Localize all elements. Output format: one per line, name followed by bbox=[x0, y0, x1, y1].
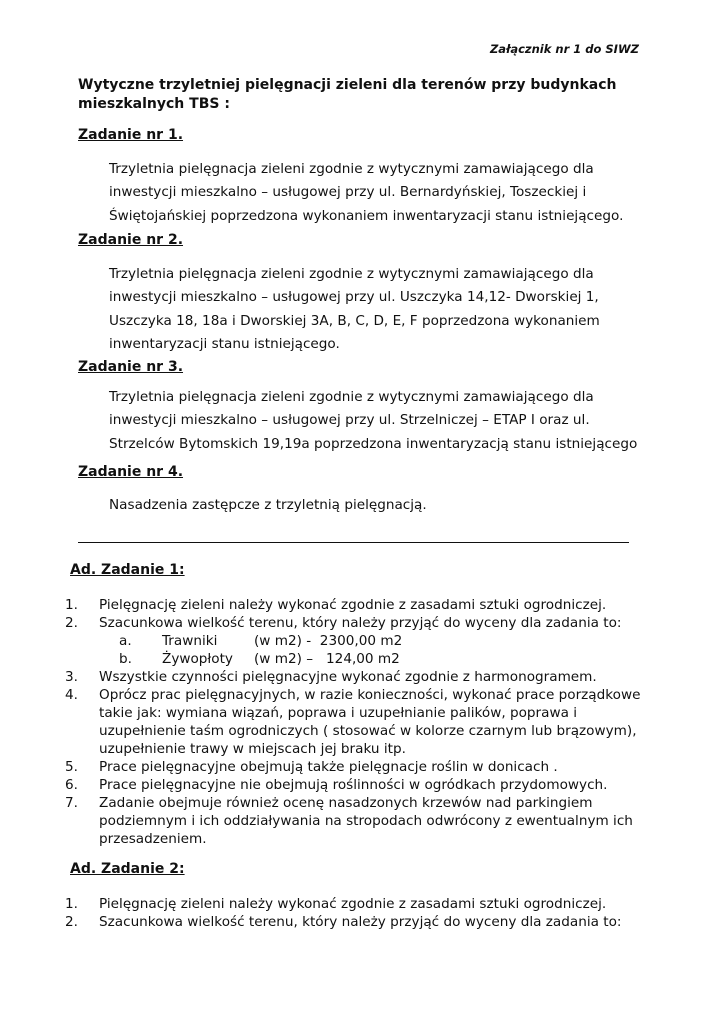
document-title: Wytyczne trzyletniej pielęgnacji zieleni dla terenów przy budynkach mieszkalnych TBS : bbox=[78, 77, 617, 112]
sub-name: Trawniki bbox=[162, 633, 218, 649]
item-text: Prace pielęgnacyjne nie obejmują roślinności w ogródkach przydomowych. bbox=[99, 777, 608, 793]
item-text: Zadanie obejmuje również ocenę nasadzonych krzewów nad parkingiem podziemnym i ich oddziaływania na stropodach odwrócony z ewentualnym ich przesadzeniem. bbox=[99, 795, 633, 847]
list-item bbox=[62, 913, 642, 931]
item-number: 2. bbox=[65, 615, 78, 631]
item-number: 1. bbox=[65, 597, 78, 613]
item-number: 5. bbox=[65, 759, 78, 775]
task-3-description: Trzyletnia pielęgnacja zieleni zgodnie z wytycznymi zamawiającego dla inwestycji mieszkalno – usługowej przy ul. Strzelniczej – ETAP I oraz ul. Strzelców Bytomskich 19,19a poprzedzona inwentaryzacją stanu istniejącego bbox=[109, 389, 638, 452]
sublist-item bbox=[99, 650, 642, 668]
list-item bbox=[62, 668, 642, 686]
sublist-item bbox=[99, 632, 642, 650]
sub-letter: a. bbox=[119, 633, 132, 649]
list-item bbox=[62, 686, 642, 758]
item-text: Oprócz prac pielęgnacyjnych, w razie konieczności, wykonać prace porządkowe takie jak: wymiana wiązań, poprawa i uzupełnianie palików, poprawa i uzupełnienie taśm ogrodniczych ( stosować w kolorze czarnym lub brązowym), uzupełnienie trawy w miejscach jej braku itp. bbox=[99, 687, 641, 757]
item-text: Szacunkowa wielkość terenu, który należy przyjąć do wyceny dla zadania to: bbox=[99, 615, 622, 631]
list-item bbox=[62, 596, 642, 614]
list-item bbox=[62, 895, 642, 913]
task-4-description: Nasadzenia zastępcze z trzyletnią pielęgnacją. bbox=[109, 497, 427, 513]
ad-task-1-list bbox=[62, 596, 642, 848]
item-text: Pielęgnację zieleni należy wykonać zgodnie z zasadami sztuki ogrodniczej. bbox=[99, 597, 607, 613]
item-number: 2. bbox=[65, 914, 78, 930]
sub-name: Żywopłoty bbox=[162, 651, 233, 667]
section-divider bbox=[78, 542, 629, 543]
task-1-heading: Zadanie nr 1. bbox=[78, 127, 184, 143]
area-sublist bbox=[99, 632, 642, 668]
sub-value: (w m2) – 124,00 m2 bbox=[254, 651, 400, 667]
task-1-description: Trzyletnia pielęgnacja zieleni zgodnie z wytycznymi zamawiającego dla inwestycji mieszkalno – usługowej przy ul. Bernardyńskiej, Toszeckiej i Świętojańskiej poprzedzona wykonaniem inwentaryzacji stanu istniejącego. bbox=[109, 161, 624, 224]
item-text: Prace pielęgnacyjne obejmują także pielęgnacje roślin w donicach . bbox=[99, 759, 558, 775]
ad-task-2-heading: Ad. Zadanie 2: bbox=[70, 861, 185, 877]
ad-task-1-heading: Ad. Zadanie 1: bbox=[70, 562, 185, 578]
task-3-heading: Zadanie nr 3. bbox=[78, 359, 184, 375]
list-item bbox=[62, 776, 642, 794]
item-number: 1. bbox=[65, 896, 78, 912]
item-text: Wszystkie czynności pielęgnacyjne wykonać zgodnie z harmonogramem. bbox=[99, 669, 597, 685]
sub-value: (w m2) - 2300,00 m2 bbox=[254, 633, 403, 649]
item-number: 3. bbox=[65, 669, 78, 685]
list-item bbox=[62, 614, 642, 668]
task-4-heading: Zadanie nr 4. bbox=[78, 464, 184, 480]
list-item bbox=[62, 794, 642, 848]
list-item bbox=[62, 758, 642, 776]
sub-letter: b. bbox=[119, 651, 132, 667]
item-text: Pielęgnację zieleni należy wykonać zgodnie z zasadami sztuki ogrodniczej. bbox=[99, 896, 607, 912]
item-number: 6. bbox=[65, 777, 78, 793]
ad-task-2-list bbox=[62, 895, 642, 931]
item-number: 4. bbox=[65, 687, 78, 703]
item-number: 7. bbox=[65, 795, 78, 811]
task-2-heading: Zadanie nr 2. bbox=[78, 232, 184, 248]
item-text: Szacunkowa wielkość terenu, który należy przyjąć do wyceny dla zadania to: bbox=[99, 914, 622, 930]
attachment-label: Załącznik nr 1 do SIWZ bbox=[489, 42, 639, 56]
task-2-description: Trzyletnia pielęgnacja zieleni zgodnie z wytycznymi zamawiającego dla inwestycji mieszkalno – usługowej przy ul. Uszczyka 14,12- Dworskiej 1, Uszczyka 18, 18a i Dworskiej 3A, B, C, D, E, F poprzedzona wykonaniem inwentaryzacji stanu istniejącego. bbox=[109, 266, 600, 352]
